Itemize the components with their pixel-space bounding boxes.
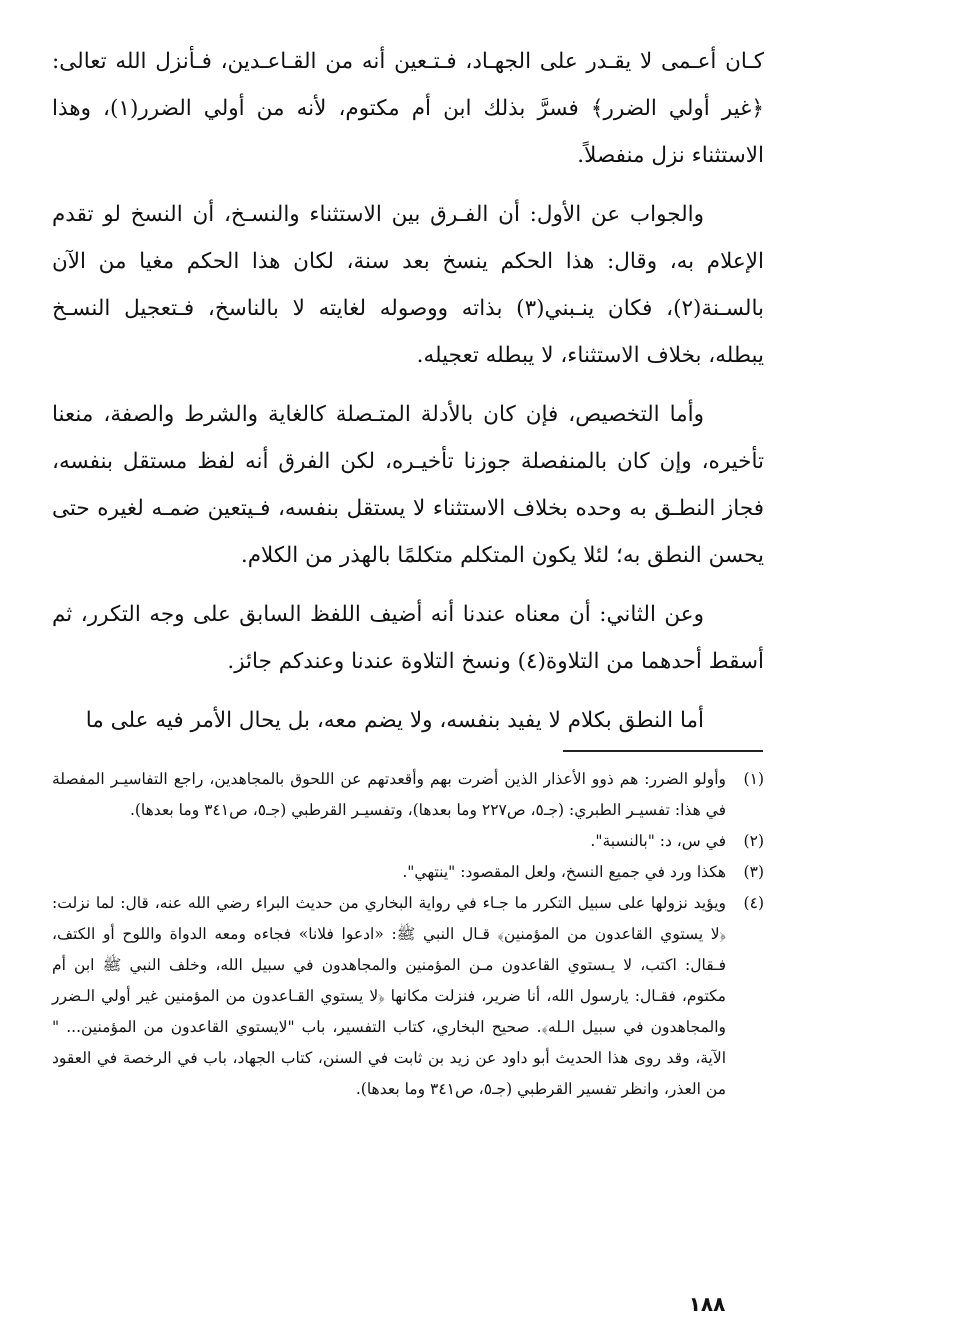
footnote-3 bbox=[52, 857, 764, 888]
paragraph-3: وأما التخصيص، فإن كان بالأدلة المتـصلة كالغاية والشرط والصفة، منعنا تأخيره، وإن كان بالمنفصلة جوزنا تأخيـره، لكن الفرق أنه لفظ مستقل بنفسه، فجاز النطـق به وحده بخلاف الاستثناء لا يستقل بنفسه، فـيتعين ضمـه لغيره حتى يحسن النطق به؛ لئلا يكون المتكلم متكلمًا بالهذر من الكلام. bbox=[52, 402, 764, 568]
paragraph-1: كـان أعـمى لا يقـدر على الجهـاد، فـتـعين أنه من القـاعـدين، فـأنزل الله تعالى: ﴿غير أولي الضرر﴾ فسرَّ بذلك ابن أم مكتوم، لأنه من أولي الضرر(١)، وهذا الاستثناء نزل منفصلاً. bbox=[52, 49, 764, 168]
paragraph-2: والجواب عن الأول: أن الفـرق بين الاستثناء والنسـخ، أن النسخ لو تقدم الإعلام به، وقال: هذا الحكم ينسخ بعد سنة، لكان هذا الحكم مغيا من الآن بالسـنة(٢)، فكان ينـبني(٣) بذاته ووصوله لغايته لا بالناسخ، فـتعجيل النسـخ يبطله، بخلاف الاستثناء، لا يبطله تعجيله. bbox=[52, 202, 764, 368]
footnote-1 bbox=[52, 764, 764, 826]
footnote-4 bbox=[52, 888, 764, 1105]
footnote-text: في س، د: "بالنسبة". bbox=[590, 832, 726, 850]
footnote-text: ويؤيد نزولها على سبيل التكرر ما جـاء في رواية البخاري من حديث البراء رضي الله عنه، قال: لما نزلت: ﴿لا يستوي القاعدون من المؤمنين﴾ قـال النبي ﷺ: «ادعوا فلانا» فجاءه ومعه الدواة واللوح أو الكتف، فـقال: اكتب، لا يـستوي القاعدون مـن المؤمنين والمجاهدون في سبيل الله، وخلف النبي ﷺ ابن أم مكتوم، فقـال: يارسول الله، أنا ضرير، فنزلت مكانها ﴿لا يستوي القـاعدون من المؤمنين غير أولي الـضرر والمجاهدون في سبيل الـله﴾. صحيح البخاري، كتاب التفسير، باب "لايستوي القاعدون من المؤمنين... " الآية، وقد روى هذا الحديث أبو داود عن زيد بن ثابت في السنن، كتاب الجهاد، باب في الرخصة في العقود من العذر، وانظر تفسير القرطبي (جـ٥، ص٣٤١ وما بعدها). bbox=[52, 894, 726, 1098]
footnote-number: (٣) bbox=[743, 863, 764, 881]
footnote-separator bbox=[563, 750, 763, 752]
page-number: ١٨٨ bbox=[688, 1292, 726, 1316]
paragraph-4: وعن الثاني: أن معناه عندنا أنه أضيف اللفظ السابق على وجه التكرر، ثم أسقط أحدهما من التلاوة(٤) ونسخ التلاوة عندنا وعندكم جائز. bbox=[52, 602, 764, 674]
paragraph-5: أما النطق بكلام لا يفيد بنفسه، ولا يضم معه، بل يحال الأمر فيه على ما bbox=[85, 708, 704, 733]
footnote-text: وأولو الضرر: هم ذوو الأعذار الذين أضرت بهم وأقعدتهم عن اللحوق بالمجاهدين، راجع التفاسيـر المفصلة في هذا: تفسيـر الطبري: (جـ٥، ص٢٢٧ وما بعدها)، وتفسيـر القرطبي (جـ٥، ص٣٤١ وما بعدها). bbox=[52, 770, 726, 819]
footnote-number: (٢) bbox=[743, 832, 764, 850]
footnote-number: (٤) bbox=[743, 894, 764, 912]
footnote-2 bbox=[52, 826, 764, 857]
footnote-number: (١) bbox=[743, 770, 764, 788]
footnote-text: هكذا ورد في جميع النسخ، ولعل المقصود: "ينتهي". bbox=[402, 863, 726, 881]
main-text bbox=[52, 38, 764, 756]
footnotes bbox=[52, 764, 764, 1105]
